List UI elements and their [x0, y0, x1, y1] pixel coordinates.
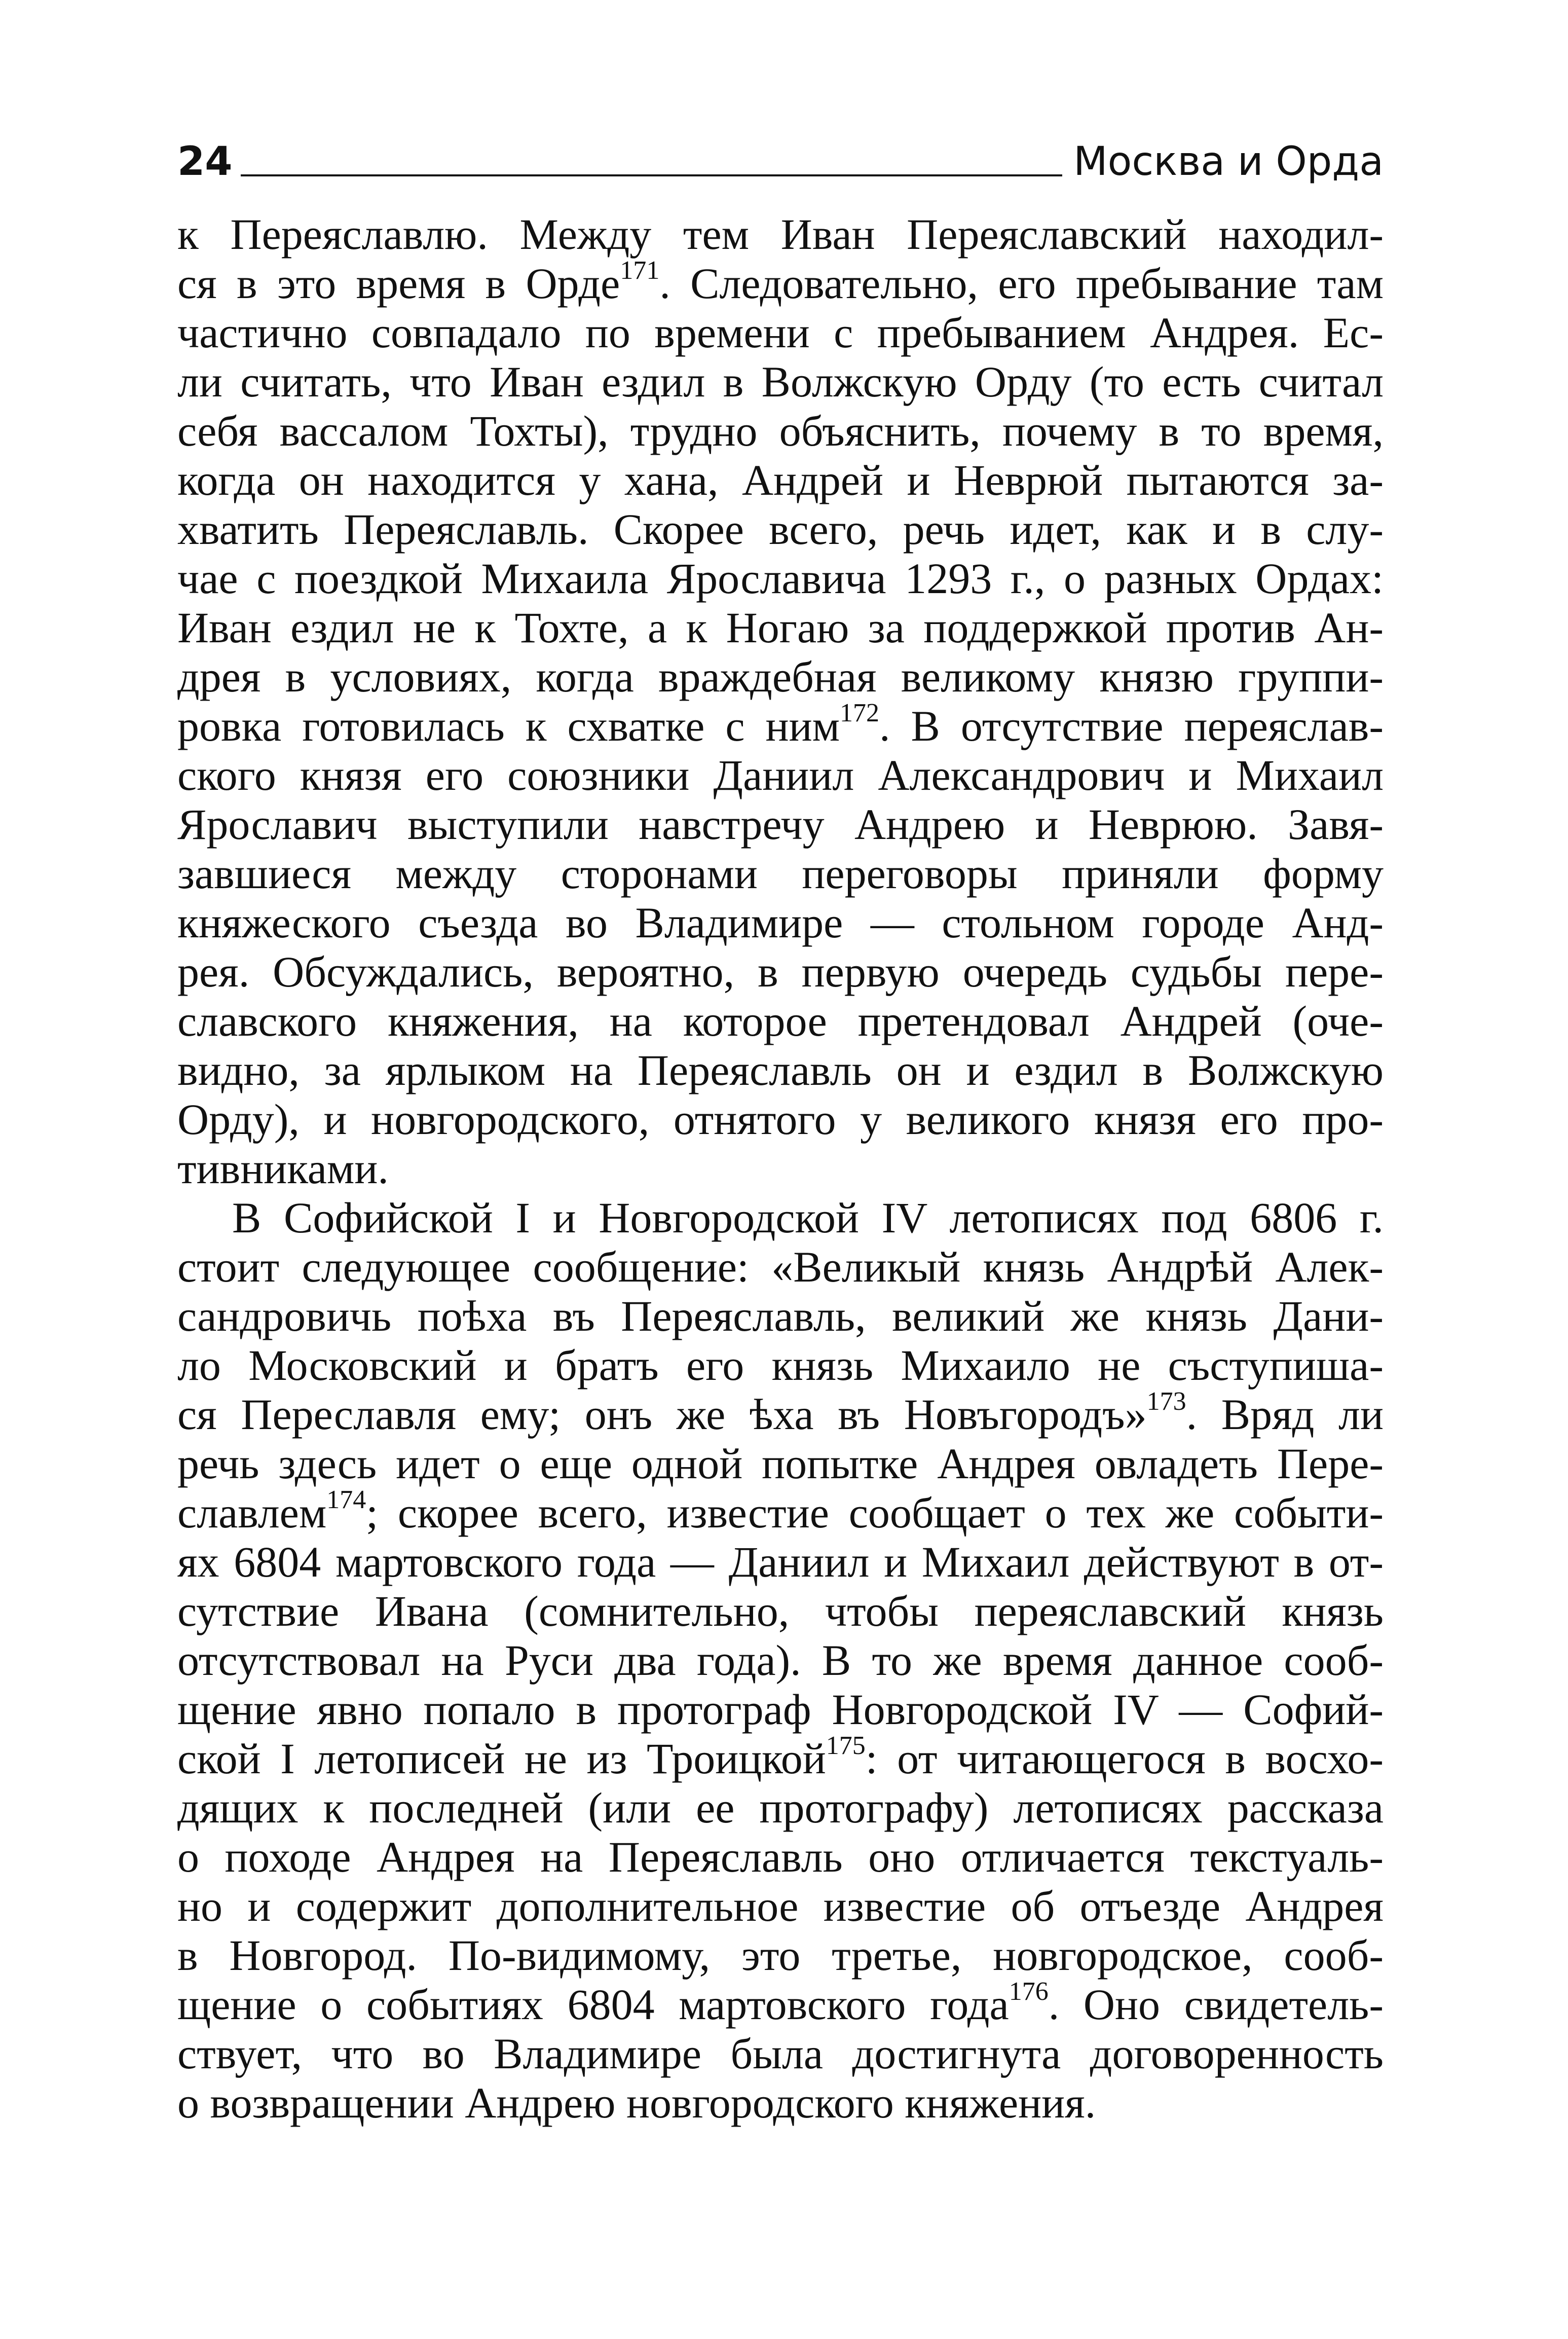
- text-line: [177, 1731, 1384, 1783]
- text-line: [177, 1341, 1384, 1390]
- text-run: ской I летописей не из Троицкой: [177, 1734, 826, 1783]
- text-run: стоит следующее сообщение: «Великый князь Андрѣй Алек-: [177, 1242, 1384, 1291]
- text-line: [177, 1144, 1384, 1193]
- footnote-ref: 176: [1009, 1977, 1049, 2006]
- text-line: [177, 1833, 1384, 1882]
- footnote-ref: 174: [326, 1485, 366, 1515]
- text-line: [177, 800, 1384, 849]
- text-run: сутствие Ивана (сомнительно, чтобы переяславский князь: [177, 1587, 1384, 1635]
- text-line: [177, 308, 1384, 357]
- text-run: ся Переславля ему; онъ же ѣха въ Новъгородъ»: [177, 1390, 1147, 1439]
- text-run: но и содержит дополнительное известие об отъезде Андрея: [177, 1882, 1384, 1930]
- text-run: о походе Андрея на Переяславль оно отличается текстуаль-: [177, 1833, 1384, 1881]
- running-title: Москва и Орда: [1073, 139, 1384, 185]
- text-line: [177, 1485, 1384, 1538]
- text-line: [177, 2029, 1384, 2078]
- header-rule: [241, 174, 1063, 176]
- text-line: [177, 1783, 1384, 1833]
- text-run: ствует, что во Владимире была достигнута договоренность: [177, 2029, 1384, 2078]
- text-run: В Софийской I и Новгородской IV летописях под 6806 г.: [232, 1193, 1384, 1242]
- text-line: [177, 1095, 1384, 1144]
- footnote-ref: 172: [840, 699, 880, 728]
- text-line: [177, 357, 1384, 407]
- text-run: рея. Обсуждались, вероятно, в первую очередь судьбы пере-: [177, 947, 1384, 996]
- text-line: [177, 699, 1384, 751]
- text-line: [177, 997, 1384, 1046]
- text-run: хватить Переяславль. Скорее всего, речь идет, как и в слу-: [177, 505, 1384, 554]
- text-run: речь здесь идет о еще одной попытке Андрея овладеть Пере-: [177, 1439, 1384, 1488]
- text-run: к Переяславлю. Между тем Иван Переяславский находил-: [177, 210, 1384, 259]
- text-line: [177, 1193, 1384, 1242]
- footnote-ref: 173: [1146, 1387, 1186, 1416]
- text-run: . Следовательно, его пребывание там: [659, 259, 1384, 308]
- text-line: [177, 554, 1384, 603]
- running-head: [177, 131, 1384, 185]
- text-run: ях 6804 мартовского года — Даниил и Михаил действуют в от-: [177, 1538, 1384, 1586]
- text-line: [177, 1292, 1384, 1341]
- text-line: [177, 652, 1384, 702]
- text-run: ; скорее всего, известие сообщает о тех же событи-: [366, 1488, 1384, 1537]
- text-run: щение о событиях 6804 мартовского года: [177, 1980, 1009, 2029]
- text-run: ли считать, что Иван ездил в Волжскую Орду (то есть считал: [177, 357, 1384, 406]
- page-number: 24: [177, 139, 233, 185]
- text-line: [177, 1882, 1384, 1931]
- text-run: Орду), и новгородского, отнятого у великого князя его про-: [177, 1095, 1384, 1144]
- text-run: о возвращении Андрею новгородского княжения.: [177, 2078, 1096, 2127]
- footnote-ref: 175: [826, 1731, 866, 1761]
- body-text: [177, 210, 1384, 2128]
- text-line: [177, 1387, 1384, 1439]
- text-run: дрея в условиях, когда враждебная великому князю группи-: [177, 652, 1384, 701]
- text-run: в Новгород. По-видимому, это третье, новгородское, сооб-: [177, 1931, 1384, 1980]
- text-line: [177, 2078, 1384, 2128]
- text-line: [177, 1931, 1384, 1980]
- text-run: славлем: [177, 1488, 327, 1537]
- text-line: [177, 1046, 1384, 1095]
- text-run: . В отсутствие переяслав-: [879, 702, 1384, 750]
- text-run: . Вряд ли: [1186, 1390, 1384, 1439]
- text-run: сандровичь поѣха въ Переяславль, великий же князь Дани-: [177, 1292, 1384, 1340]
- text-run: отсутствовал на Руси два года). В то же время данное сооб-: [177, 1636, 1384, 1685]
- text-run: ского князя его союзники Даниил Александрович и Михаил: [177, 751, 1384, 799]
- text-run: когда он находится у хана, Андрей и Неврюй пытаются за-: [177, 456, 1384, 504]
- footnote-ref: 171: [620, 256, 660, 285]
- text-line: [177, 407, 1384, 456]
- text-line: [177, 603, 1384, 652]
- text-line: [177, 1636, 1384, 1685]
- text-run: ровка готовилась к схватке с ним: [177, 702, 840, 750]
- text-line: [177, 1538, 1384, 1587]
- text-run: тивниками.: [177, 1144, 389, 1193]
- text-run: славского княжения, на которое претендовал Андрей (оче-: [177, 997, 1384, 1045]
- text-line: [177, 1977, 1384, 2029]
- text-line: [177, 1242, 1384, 1292]
- text-line: [177, 1439, 1384, 1488]
- paragraph: [177, 1193, 1384, 2128]
- text-run: дящих к последней (или ее протографу) летописях рассказа: [177, 1783, 1384, 1832]
- text-line: [177, 947, 1384, 997]
- text-run: Ярославич выступили навстречу Андрею и Неврюю. Завя-: [177, 800, 1384, 849]
- text-line: [177, 898, 1384, 947]
- text-run: видно, за ярлыком на Переяславль он и ездил в Волжскую: [177, 1046, 1384, 1094]
- paragraph: [177, 210, 1384, 1193]
- text-run: : от читающегося в восхо-: [865, 1734, 1384, 1783]
- text-run: княжеского съезда во Владимире — стольном городе Анд-: [177, 898, 1384, 947]
- text-line: [177, 849, 1384, 898]
- text-line: [177, 456, 1384, 505]
- text-line: [177, 505, 1384, 554]
- text-run: себя вассалом Тохты), трудно объяснить, почему в то время,: [177, 407, 1384, 455]
- text-line: [177, 210, 1384, 259]
- text-run: чае с поездкой Михаила Ярославича 1293 г., о разных Ордах:: [177, 554, 1384, 603]
- text-run: ло Московский и братъ его князь Михаило не съступиша-: [177, 1341, 1384, 1390]
- text-line: [177, 256, 1384, 308]
- text-line: [177, 1685, 1384, 1734]
- text-run: Иван ездил не к Тохте, а к Ногаю за поддержкой против Ан-: [177, 603, 1384, 652]
- text-run: . Оно свидетель-: [1048, 1980, 1384, 2029]
- text-line: [177, 1587, 1384, 1636]
- text-line: [177, 751, 1384, 800]
- text-run: завшиеся между сторонами переговоры приняли форму: [177, 849, 1384, 898]
- text-run: щение явно попало в протограф Новгородской IV — Софий-: [177, 1685, 1384, 1734]
- text-run: частично совпадало по времени с пребыванием Андрея. Ес-: [177, 308, 1384, 357]
- text-run: ся в это время в Орде: [177, 259, 620, 308]
